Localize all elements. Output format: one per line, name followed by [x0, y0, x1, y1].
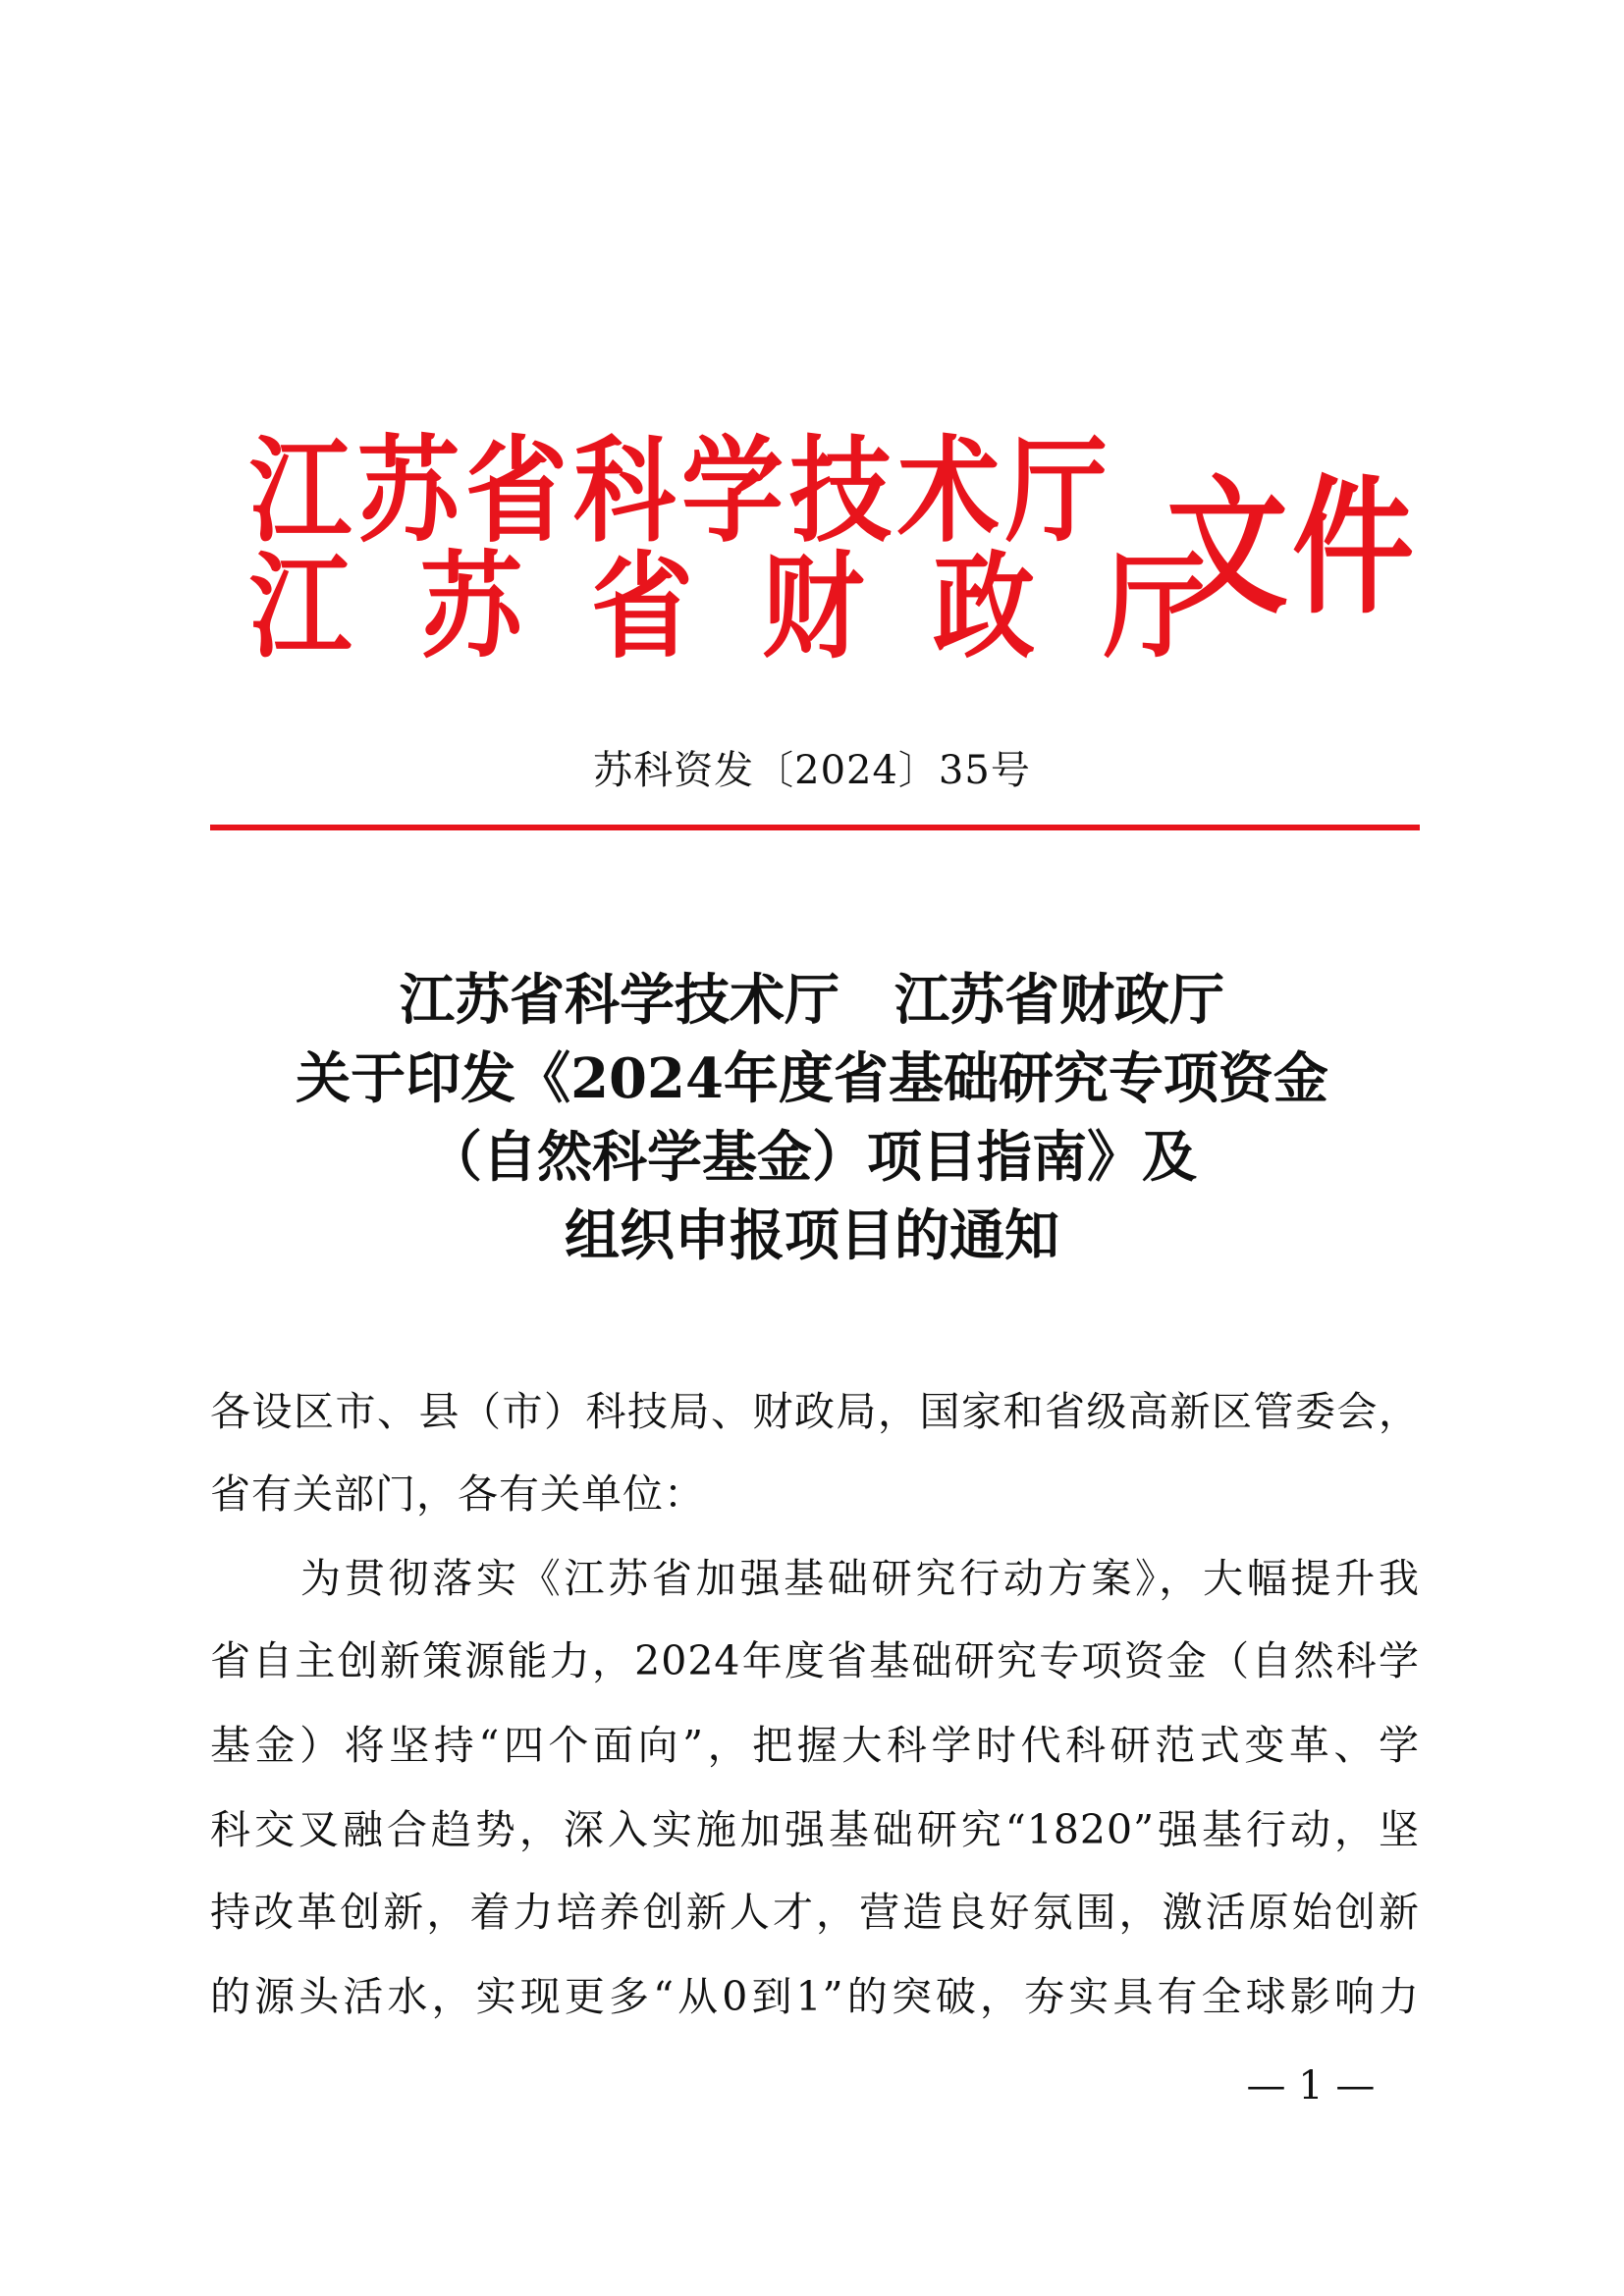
body-line: 省自主创新策源能力，2024年度省基础研究专项资金（自然科学: [210, 1637, 1420, 1684]
body-line: 持改革创新，着力培养创新人才，营造良好氛围，激活原始创新: [210, 1889, 1420, 1936]
header-document-label: 文件: [1166, 462, 1419, 635]
title-line-3: （自然科学基金）项目指南》及: [427, 1125, 1197, 1190]
title-line-2: 关于印发《2024年度省基础研究专项资金: [296, 1046, 1328, 1111]
header-issuer-finance-dept: 江苏省财政厅: [249, 539, 1275, 674]
body-line: 基金）将坚持“四个面向”，把握大科学时代科研范式变革、学: [210, 1722, 1420, 1769]
body-line: 的源头活水，实现更多“从0到1”的突破，夯实具有全球影响力: [210, 1973, 1420, 2020]
body-line: 科交叉融合趋势，深入实施加强基础研究“1820”强基行动，坚: [210, 1806, 1420, 1853]
red-divider: [210, 825, 1420, 830]
addressee-line-1: 各设区市、县（市）科技局、财政局，国家和省级高新区管委会，: [210, 1388, 1420, 1435]
title-line-1: 江苏省科学技术厅 江苏省财政厅: [400, 968, 1224, 1033]
document-number: 苏科资发〔2024〕35号: [593, 748, 1031, 793]
body-line: 为贯彻落实《江苏省加强基础研究行动方案》，大幅提升我: [300, 1555, 1420, 1602]
title-line-4: 组织申报项目的通知: [565, 1203, 1059, 1268]
addressee-line-2: 省有关部门，各有关单位：: [210, 1470, 705, 1518]
page-number: — 1 —: [1246, 2063, 1376, 2109]
header-issuer-science-dept: 江苏省科学技术厅: [249, 423, 1114, 559]
